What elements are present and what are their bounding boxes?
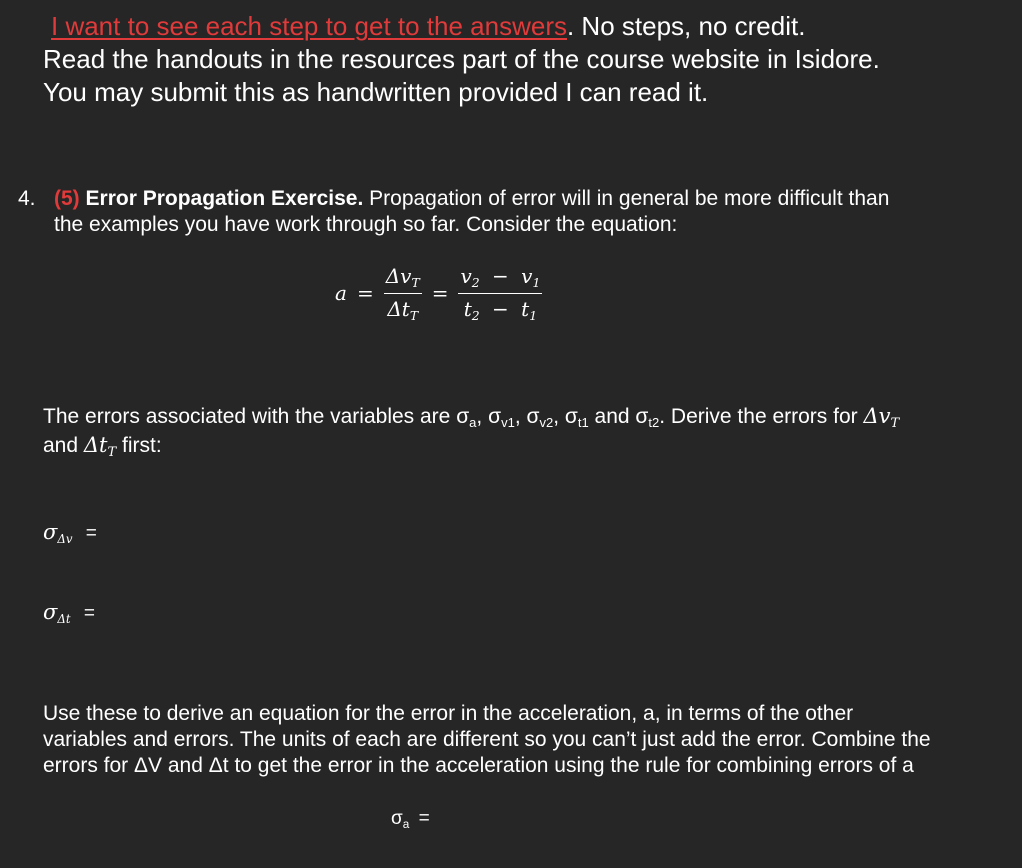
sigma-dv-sub: Δv (57, 531, 73, 546)
final-paragraph-line-3: errors for ΔV and Δt to get the error in the acceleration using the rule for combining errors of a (43, 754, 914, 777)
sigma-a-final-equals: = (418, 808, 430, 829)
sigma-t2-sub: t2 (648, 415, 660, 431)
errors-paragraph-line-2 (43, 432, 162, 466)
question-points: (5) (54, 187, 80, 210)
denominator-minus: − (492, 296, 509, 321)
comma-2: , (514, 405, 527, 428)
denominator-t1-sub: 1 (529, 307, 538, 323)
sigma-a-line (391, 808, 430, 831)
sigma-dt-equals: = (83, 603, 95, 624)
errors-paragraph-line-1 (43, 403, 899, 437)
errors-text-after: . Derive the errors for (659, 405, 864, 428)
fraction-difference (458, 264, 542, 323)
denominator-t2-sub: 2 (471, 307, 480, 323)
delta-t-sub: T (107, 445, 117, 461)
fraction-delta (384, 264, 422, 323)
sigma-a-symbol: σ (456, 405, 470, 428)
errors-text-before: The errors associated with the variables are (43, 405, 457, 428)
sigma-t1-sub: t1 (577, 415, 589, 431)
comma-3: , (553, 405, 565, 428)
numerator-delta-v: Δv (385, 264, 412, 288)
final-paragraph-line-1: Use these to derive an equation for the error in the acceleration, a, in terms of the other (43, 702, 854, 725)
question-lead-line-2: the examples you have work through so far. Consider the equation: (54, 213, 678, 236)
denominator-delta-t-sub: T (409, 307, 419, 323)
sigma-v2-sub: v2 (539, 415, 554, 431)
sigma-dv-symbol: σ (43, 520, 58, 544)
numerator-v2-sub: 2 (471, 274, 480, 290)
numerator-v1-sub: 1 (532, 274, 541, 290)
sigma-t2-symbol: σ (635, 405, 649, 428)
sigma-v1-sub: v1 (501, 415, 515, 431)
acceleration-equation (335, 264, 542, 323)
delta-t-symbol: Δt (83, 433, 108, 457)
question-lead: Propagation of error will in general be more difficult than (369, 187, 890, 210)
sigma-delta-v-line (43, 520, 97, 546)
intro-line-2: Read the handouts in the resources part of the course website in Isidore. (43, 44, 880, 74)
equation-equals-1: = (356, 281, 374, 306)
equation-equals-2: = (431, 281, 449, 306)
sigma-a-sub: a (469, 415, 477, 431)
numerator-delta-v-sub: T (411, 274, 420, 290)
sigma-delta-t-line (43, 600, 95, 626)
sigma-dv-equals: = (85, 523, 97, 544)
sigma-v2-symbol: σ (526, 405, 540, 428)
sigma-v1-symbol: σ (488, 405, 502, 428)
and-word: and (588, 405, 636, 428)
delta-v-symbol: Δv (863, 404, 891, 428)
intro-line-3: You may submit this as handwritten provided I can read it. (43, 77, 709, 107)
question-heading (18, 186, 889, 212)
sigma-a-final-sub: a (402, 817, 410, 831)
final-paragraph-line-2: variables and errors. The units of each are different so you can’t just add the error. Combine the (43, 728, 931, 751)
sigma-t1-symbol: σ (564, 405, 578, 428)
denominator-delta-t: Δt (387, 296, 410, 321)
equation-lhs: a (335, 281, 347, 306)
numerator-v1: v (521, 264, 533, 288)
sigma-dt-sub: Δt (57, 611, 71, 626)
question-title: Error Propagation Exercise. (85, 187, 364, 210)
delta-v-sub: T (890, 416, 900, 432)
line2-rest: first: (116, 434, 162, 457)
numerator-v2: v (460, 264, 472, 288)
sigma-dt-symbol: σ (43, 600, 58, 624)
comma-1: , (476, 405, 489, 428)
line2-and: and (43, 434, 84, 457)
denominator-t1: t (521, 296, 530, 321)
intro-line-1 (51, 10, 805, 43)
question-number: 4. (18, 187, 36, 210)
steps-requirement-link[interactable]: I want to see each step to get to the answers (51, 11, 567, 41)
numerator-minus: − (492, 264, 509, 288)
intro-line-1-rest: . No steps, no credit. (566, 11, 806, 41)
denominator-t2: t (463, 296, 472, 321)
sigma-a-final-symbol: σ (391, 808, 403, 829)
